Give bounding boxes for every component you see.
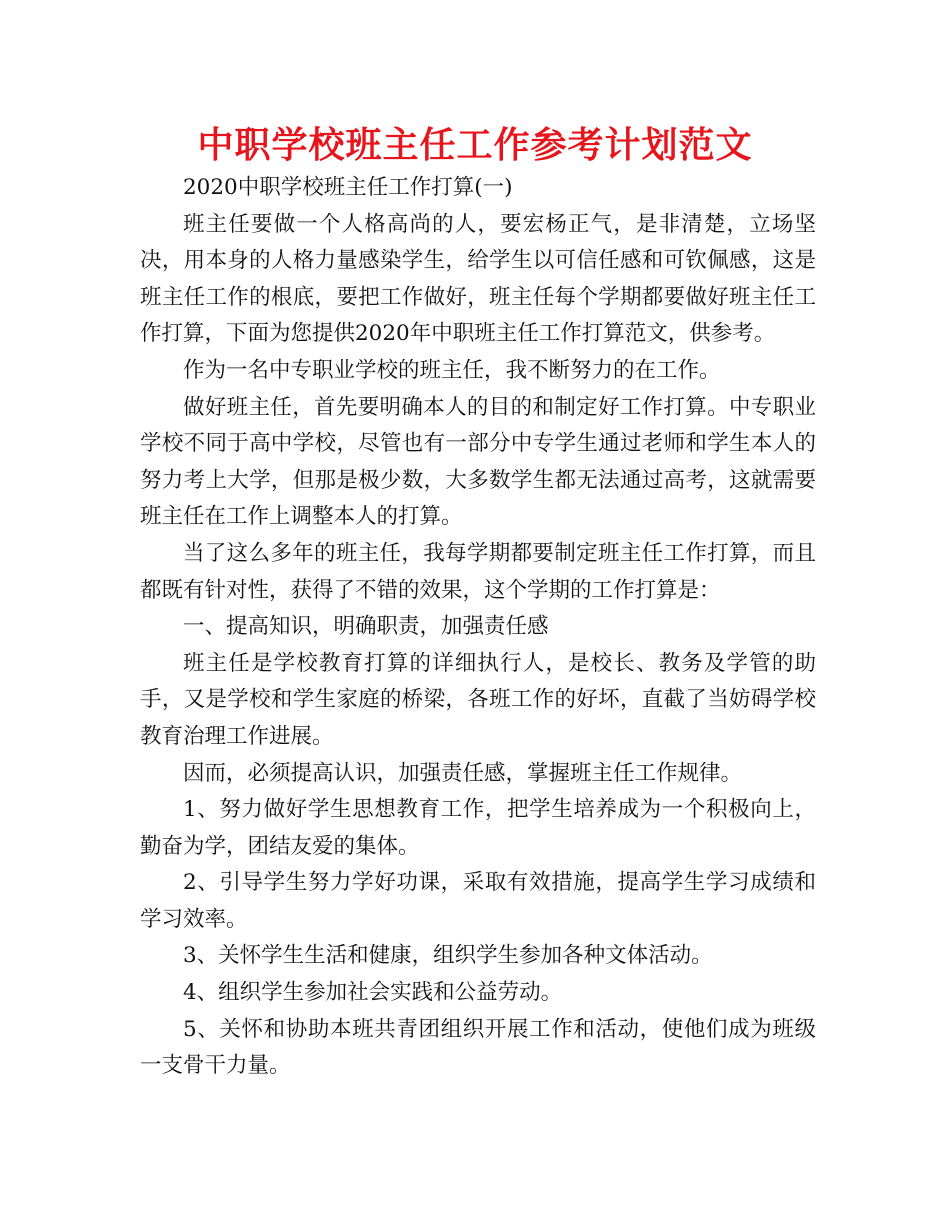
body-paragraph: 班主任是学校教育打算的详细执行人，是校长、教务及学管的助手，又是学校和学生家庭的桥梁，各班工作的好坏，直截了当妨碍学校教育治理工作进展。 [140,650,816,749]
body-paragraph: 当了这么多年的班主任，我每学期都要制定班主任工作打算，而且都既有针对性，获得了不错的效果，这个学期的工作打算是： [140,540,816,603]
body-paragraph: 班主任要做一个人格高尚的人，要宏杨正气，是非清楚，立场坚决，用本身的人格力量感染学生，给学生以可信任感和可钦佩感，这是班主任工作的根底，要把工作做好，班主任每个学期都要做好班主任工作打算，下面为您提供2020年中职班主任工作打算范文，供参考。 [140,211,816,347]
body-paragraph: 做好班主任，首先要明确本人的目的和制定好工作打算。中专职业学校不同于高中学校，尽管也有一部分中专学生通过老师和学生本人的努力考上大学，但那是极少数，大多数学生都无法通过高考，这就需要班主任在工作上调整本人的打算。 [140,394,816,530]
section-heading: 一、提高知识，明确职责，加强责任感 [183,614,549,640]
body-paragraph: 作为一名中专职业学校的班主任，我不断努力的在工作。 [183,357,721,383]
body-paragraph: 因而，必须提高认识，加强责任感，掌握班主任工作规律。 [183,760,743,786]
document-title: 中职学校班主任工作参考计划范文 [197,124,753,166]
list-item: 1、努力做好学生思想教育工作，把学生培养成为一个积极向上，勤奋为学，团结友爱的集体。 [140,797,816,859]
list-item: 5、关怀和协助本班共青团组织开展工作和活动，使他们成为班级一支骨干力量。 [140,1016,816,1079]
document-body [140,170,816,1085]
list-item: 3、关怀学生生活和健康，组织学生参加各种文体活动。 [183,943,713,969]
subtitle-paragraph: 2020中职学校班主任工作打算(一) [183,175,513,200]
list-item: 2、引导学生努力学好功课，采取有效措施，提高学生学习成绩和学习效率。 [140,870,816,932]
list-item: 4、组织学生参加社会实践和公益劳动。 [183,980,563,1006]
